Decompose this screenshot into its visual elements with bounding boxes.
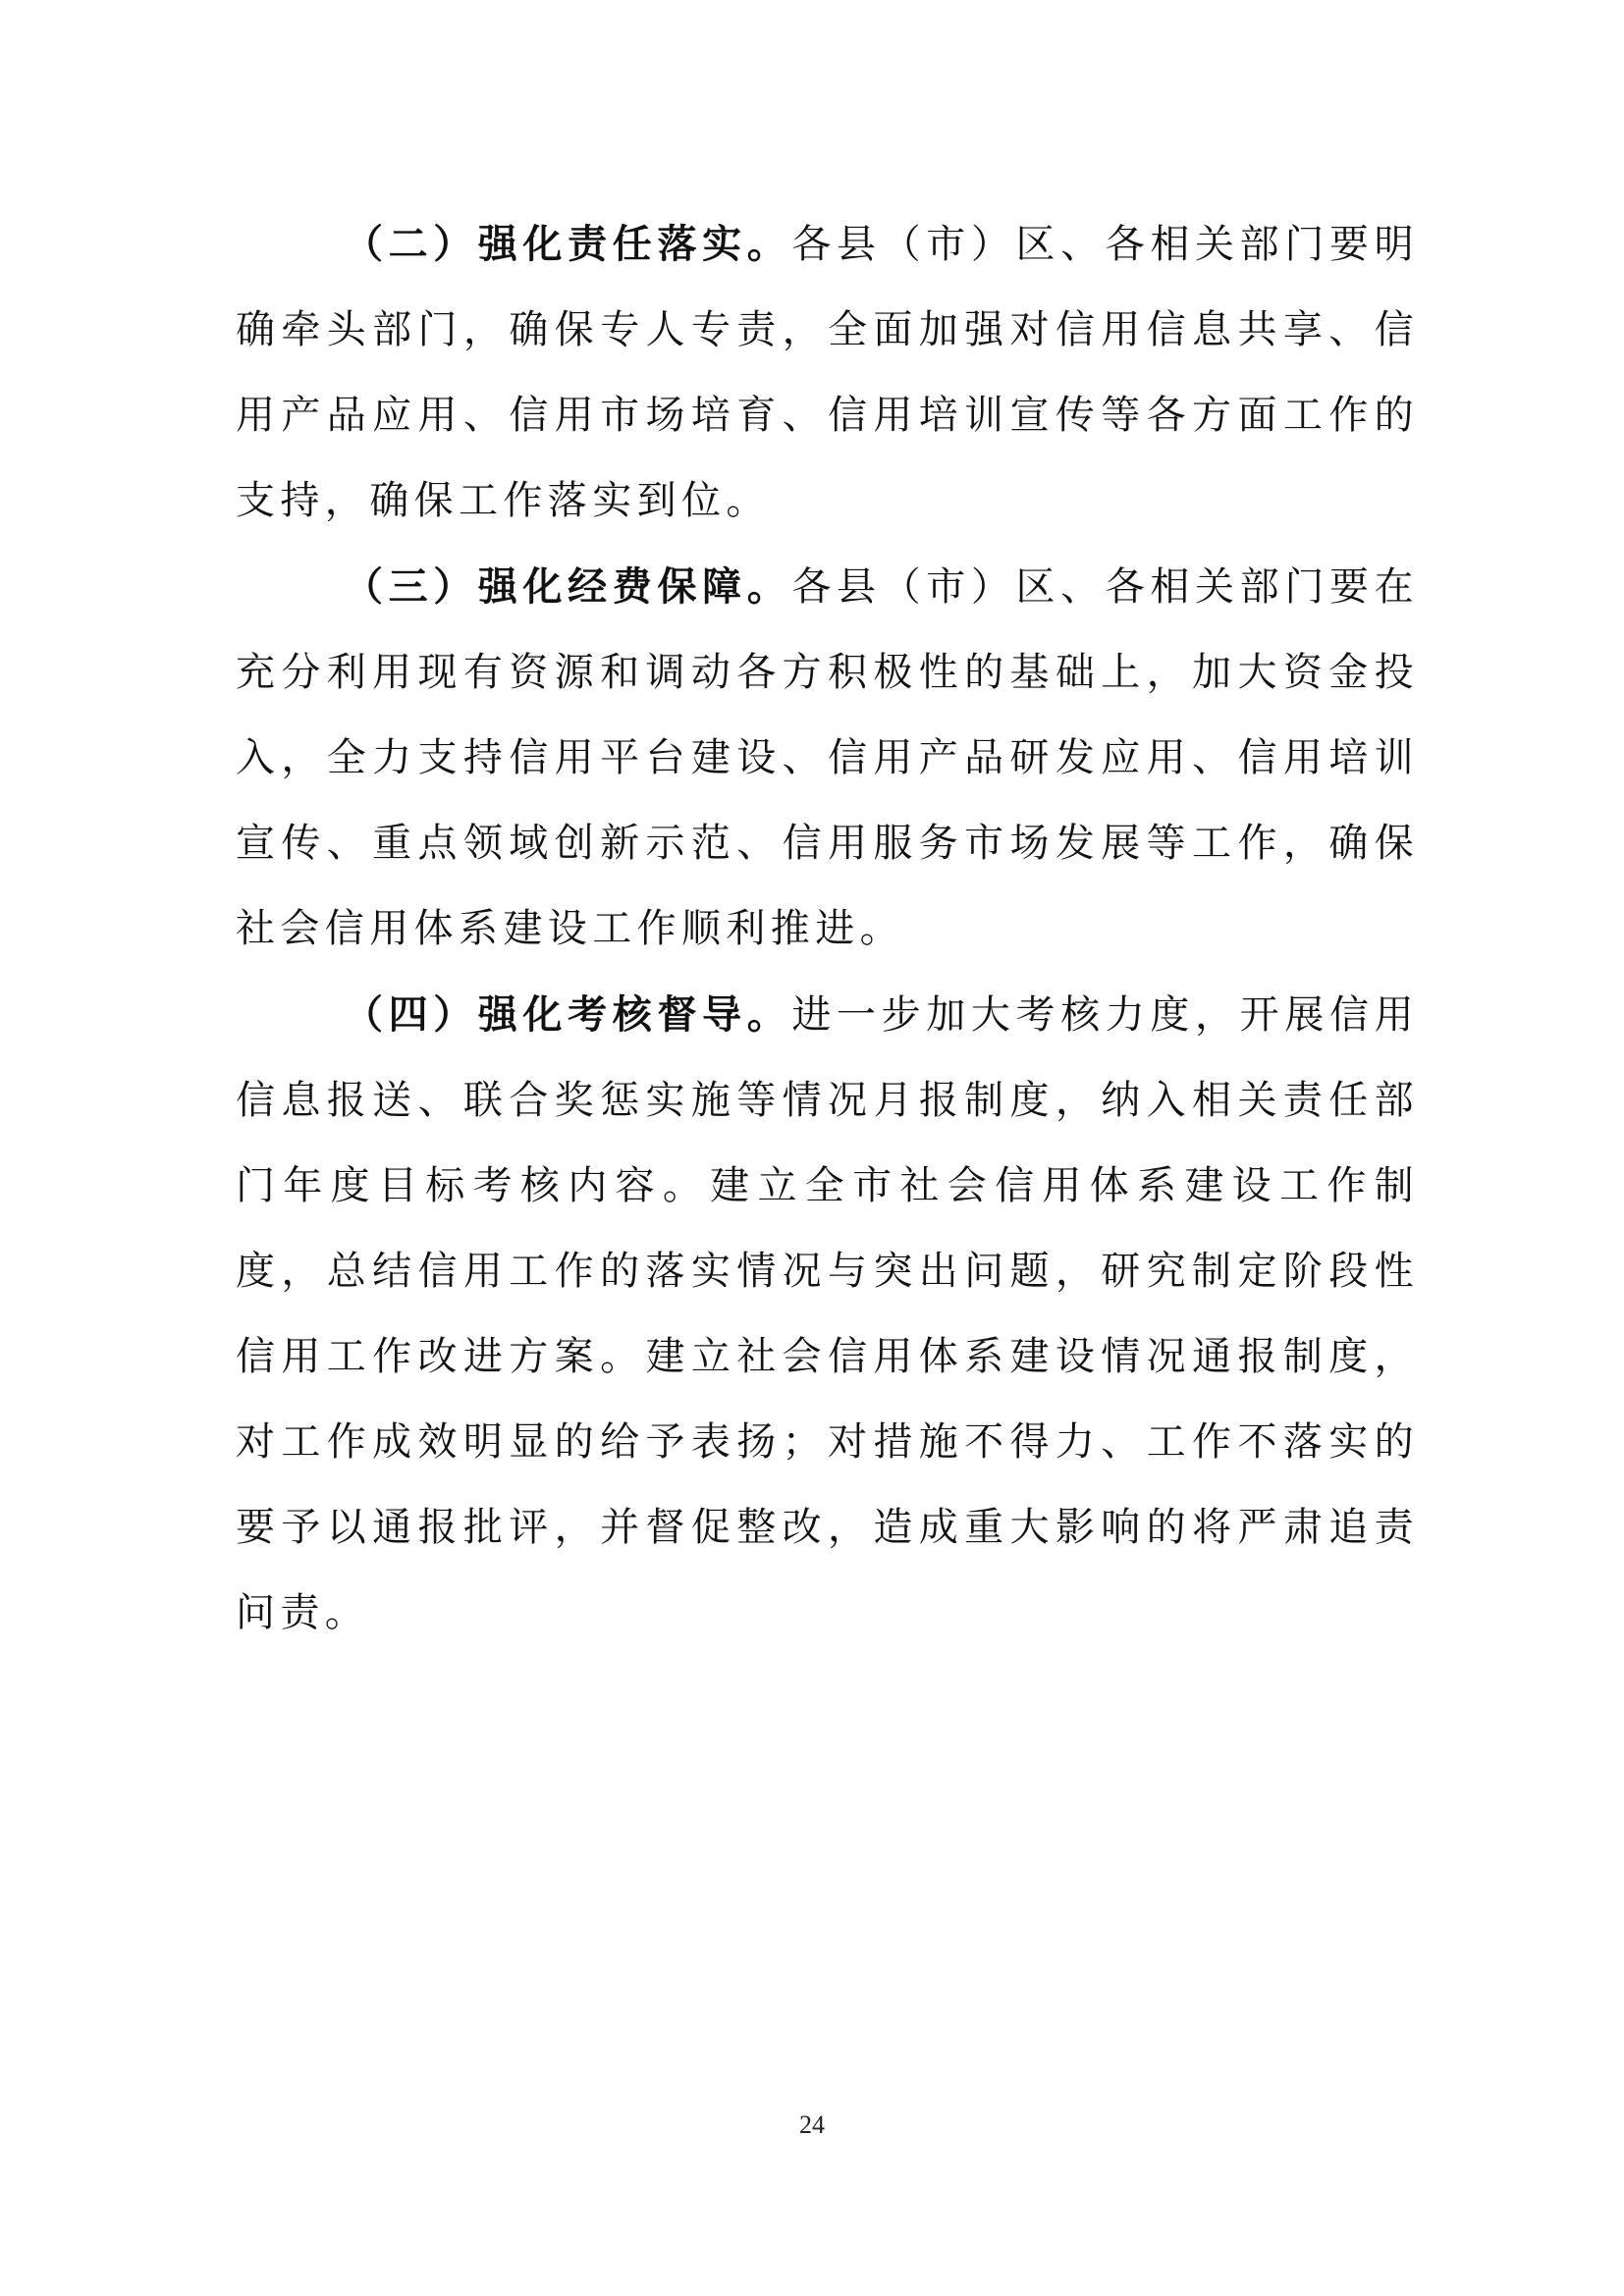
paragraph-responsibility [236, 201, 1419, 544]
paragraph-heading: （四）强化考核督导。 [344, 991, 792, 1038]
paragraph-heading: （三）强化经费保障。 [344, 563, 792, 610]
paragraph-text: 各县（市）区、各相关部门要明确牵头部门，确保专人专责，全面加强对信用信息共享、信用产品应用、信用市场培育、信用培训宣传等各方面工作的支持，确保工作落实到位。 [236, 222, 1419, 523]
body-text [236, 201, 1419, 1656]
paragraph-funding [236, 544, 1419, 972]
paragraph-text: 各县（市）区、各相关部门要在充分利用现有资源和调动各方积极性的基础上，加大资金投入，全力支持信用平台建设、信用产品研发应用、信用培训宣传、重点领域创新示范、信用服务市场发展等工作，确保社会信用体系建设工作顺利推进。 [236, 564, 1419, 951]
paragraph-heading: （二）强化责任落实。 [344, 221, 792, 267]
page-number: 24 [799, 2110, 825, 2139]
paragraph-assessment [236, 972, 1419, 1656]
paragraph-text: 进一步加大考核力度，开展信用信息报送、联合奖惩实施等情况月报制度，纳入相关责任部门年度目标考核内容。建立全市社会信用体系建设工作制度，总结信用工作的落实情况与突出问题，研究制定阶段性信用工作改进方案。建立社会信用体系建设情况通报制度，对工作成效明显的给予表扬；对措施不得力、工作不落实的要予以通报批评，并督促整改，造成重大影响的将严肃追责问责。 [236, 992, 1419, 1635]
